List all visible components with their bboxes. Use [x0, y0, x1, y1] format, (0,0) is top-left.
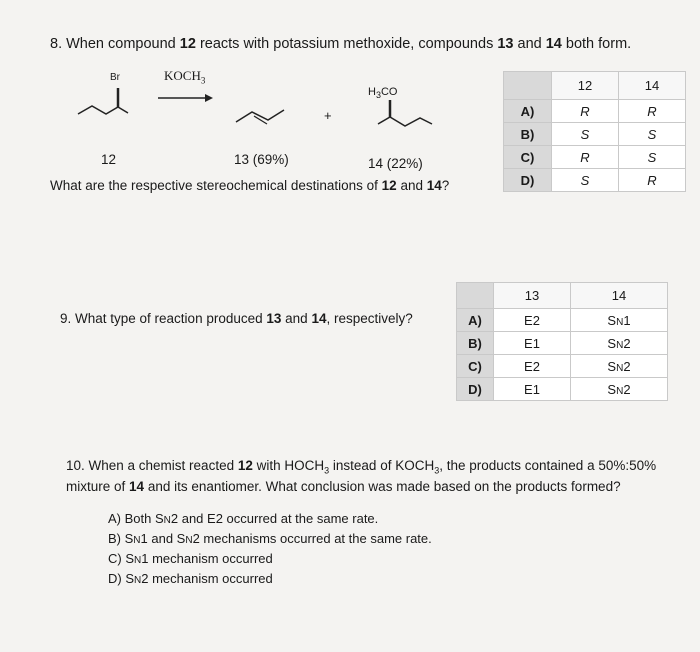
table-row: D) S R [504, 169, 686, 192]
table-row: C) E2 SN2 [457, 355, 668, 378]
reaction-scheme [60, 70, 460, 130]
option-b[interactable]: B) SN1 and SN2 mechanisms occurred at the same rate. [108, 531, 432, 546]
option-label: B) [457, 332, 494, 355]
table-row: D) E1 SN2 [457, 378, 668, 401]
question-10-options [108, 510, 432, 590]
option-label: C) [504, 146, 552, 169]
option-a[interactable]: A) Both SN2 and E2 occurred at the same rate. [108, 511, 379, 526]
table-row: B) E1 SN2 [457, 332, 668, 355]
compound-13-label: 13 (69%) [234, 152, 289, 167]
option-label: A) [504, 100, 552, 123]
question-9-text: 9. What type of reaction produced 13 and 14, respectively? [60, 311, 413, 326]
option-label: A) [457, 309, 494, 332]
question-8-prompt: What are the respective stereochemical destinations of 12 and 14? [50, 178, 450, 193]
question-9-table [456, 282, 668, 401]
reaction-arrow-head [205, 94, 213, 102]
plus-sign: + [324, 108, 332, 123]
header-12: 12 [552, 72, 619, 100]
table-row: A) E2 SN1 [457, 309, 668, 332]
option-label: D) [504, 169, 552, 192]
header-14: 14 [619, 72, 686, 100]
question-8-table [503, 71, 686, 192]
header-13: 13 [494, 283, 571, 309]
option-d[interactable]: D) SN2 mechanism occurred [108, 571, 273, 586]
reagent-label: $KOCH_3$ [164, 68, 206, 86]
option-c[interactable]: C) SN1 mechanism occurred [108, 551, 273, 566]
compound-12-structure [78, 106, 128, 114]
compound-14-label: 14 (22%) [368, 156, 423, 171]
question-10-text: 10. When a chemist reacted 12 with $HOCH_3$ instead of $KOCH_3$, the products contained a 50%:50% mixture of 14 and its enantiomer. What conclusion was made based on the products formed? [66, 458, 657, 494]
option-label: B) [504, 123, 552, 146]
option-label: D) [457, 378, 494, 401]
table-row: C) R S [504, 146, 686, 169]
table-row: A) R R [504, 100, 686, 123]
methoxy-label: $H_3CO$ [368, 86, 398, 101]
table-row: B) S S [504, 123, 686, 146]
header-14: 14 [571, 283, 668, 309]
compound-12-label: 12 [101, 152, 117, 167]
question-8-text: 8. When compound 12 reacts with potassium methoxide, compounds 13 and 14 both form. [50, 36, 632, 52]
br-label: Br [110, 72, 120, 83]
compound-14-structure [378, 117, 432, 126]
option-label: C) [457, 355, 494, 378]
